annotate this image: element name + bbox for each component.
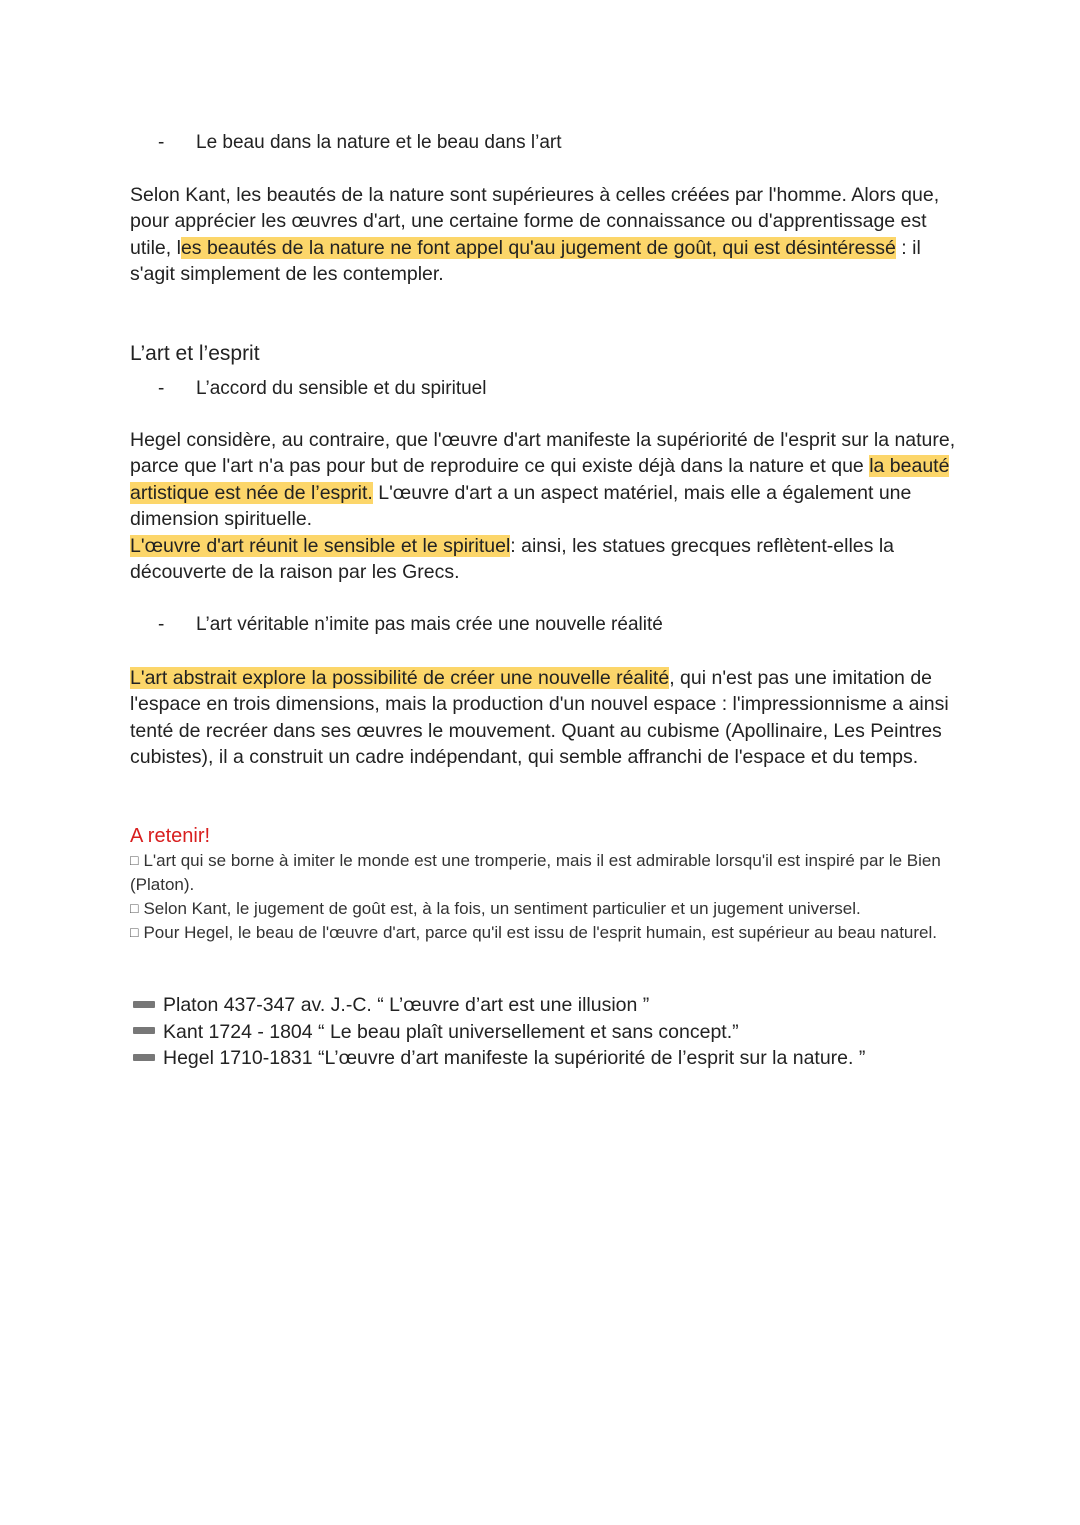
paragraph-text: : il s'agit simplement de les contempler. <box>130 236 921 286</box>
paragraph-text: Selon Kant, les beautés de la nature sont supérieures à celles créées par l'homme. Alors que, pour apprécier les œuvres d'art, une certaine forme de connaissance ou d'apprentissage est utile, l <box>130 184 940 259</box>
quote-text: Kant 1724 - 1804 “ Le beau plaît universellement et sans concept.” <box>163 1020 739 1043</box>
dash-bullet: - <box>158 378 165 399</box>
retenir-list <box>130 849 960 945</box>
list-item-text: L'art qui se borne à imiter le monde est une tromperie, mais il est admirable lorsqu'il est inspiré par le Bien (Platon). <box>130 851 941 894</box>
paragraph-text: L'œuvre d'art a un aspect matériel, mais elle a également une dimension spirituelle. <box>130 481 912 531</box>
paragraph-text: , qui n'est pas une imitation de l'espace en trois dimensions, mais la production d'un nouvel espace : l'impressionnisme a ainsi tenté de recréer dans ses œuvres le mouvement. Quant au cubisme (Apollinaire, Les Peintres cubistes), il a construit un cadre indépendant, qui semble affranchi de l'espace et du temps. <box>130 667 949 769</box>
subheading-art-veritable <box>158 613 663 637</box>
bar-bullet-icon <box>133 1054 155 1061</box>
subheading-text: L’art véritable n’imite pas mais crée une nouvelle réalité <box>196 614 663 635</box>
subheading-text: Le beau dans la nature et le beau dans l’art <box>196 132 562 153</box>
list-item-text: Selon Kant, le jugement de goût est, à la fois, un sentiment particulier et un jugement universel. <box>143 899 861 918</box>
quote-item <box>130 1019 865 1046</box>
subheading-text: L’accord du sensible et du spirituel <box>196 378 487 399</box>
dash-bullet: - <box>158 614 165 635</box>
list-item-text: Pour Hegel, le beau de l'œuvre d'art, parce qu'il est issu de l'esprit humain, est supérieur au beau naturel. <box>143 923 937 942</box>
quote-text: Platon 437-347 av. J.-C. “ L’œuvre d’art est une illusion ” <box>163 994 650 1016</box>
quote-item <box>130 992 865 1019</box>
checkbox-square-icon: □ <box>130 924 139 940</box>
quote-item <box>130 1045 865 1072</box>
checkbox-square-icon: □ <box>130 900 139 916</box>
highlighted-text: L'œuvre d'art réunit le sensible et le spirituel <box>130 534 511 557</box>
list-item <box>130 849 960 897</box>
subheading-accord-sensible <box>158 377 486 401</box>
highlighted-text: la beauté artistique est née de l’esprit. <box>130 455 950 504</box>
bar-bullet-icon <box>133 1001 155 1008</box>
list-item <box>130 921 960 945</box>
quote-text: Hegel 1710-1831 “L’œuvre d’art manifeste la supériorité de l’esprit sur la nature. ” <box>163 1047 866 1069</box>
dash-bullet: - <box>158 132 165 153</box>
paragraph-text: Hegel considère, au contraire, que l'œuvre d'art manifeste la supériorité de l'esprit sur la nature, parce que l'art n'a pas pour but de reproduire ce qui existe déjà dans la nature et que <box>130 429 956 478</box>
bar-bullet-icon <box>133 1027 155 1034</box>
paragraph-art-abstrait <box>130 665 960 771</box>
retenir-heading: A retenir! <box>130 825 211 847</box>
subheading-beau-nature-art <box>158 131 562 155</box>
checkbox-square-icon: □ <box>130 852 139 868</box>
paragraph-kant <box>130 182 960 288</box>
quotes-list <box>130 992 865 1072</box>
highlighted-text: es beautés de la nature ne font appel qu'au jugement de goût, qui est désintéressé <box>180 236 896 259</box>
highlighted-text: L'art abstrait explore la possibilité de créer une nouvelle réalité <box>130 667 670 689</box>
paragraph-hegel <box>130 427 960 585</box>
list-item <box>130 897 960 921</box>
section-heading-art-esprit: L’art et l’esprit <box>130 342 260 365</box>
paragraph-text: : ainsi, les statues grecques reflètent-elles la découverte de la raison par les Grecs. <box>130 534 894 584</box>
